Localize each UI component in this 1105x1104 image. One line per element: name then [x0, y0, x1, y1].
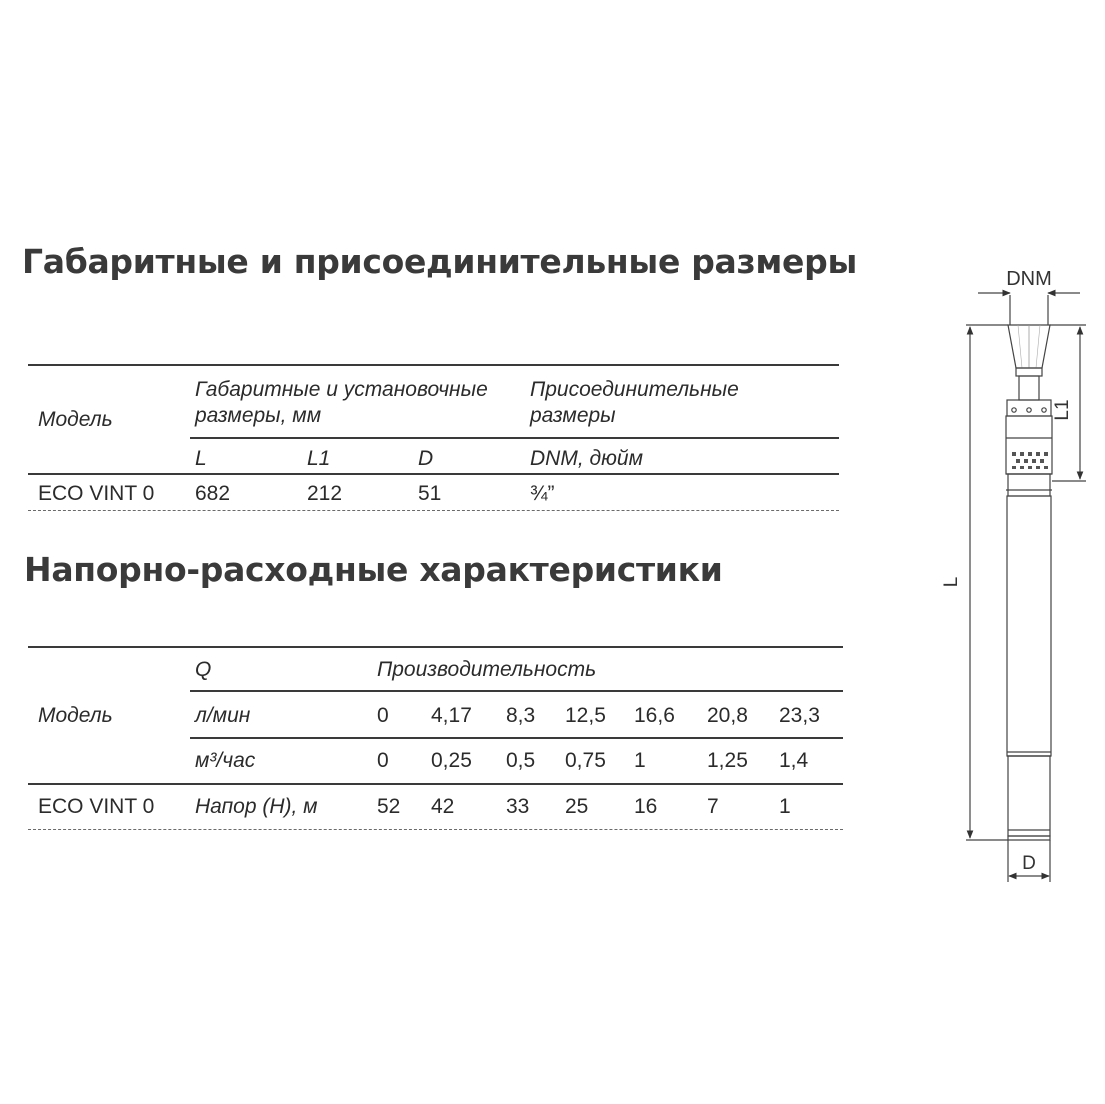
m3h-6: 1,4	[779, 749, 809, 772]
value-DNM: ¾”	[530, 482, 555, 505]
m3h-2: 0,5	[506, 749, 536, 772]
table-top-rule	[28, 364, 839, 366]
head-6: 1	[779, 795, 791, 818]
lmin-0: 0	[377, 704, 389, 727]
col-L: L	[195, 447, 207, 470]
value-D: 51	[418, 482, 442, 505]
perf-row-label: Напор (Н), м	[195, 795, 318, 818]
header-q: Q	[195, 658, 212, 681]
m3h-3: 0,75	[565, 749, 606, 772]
header-group2-line2: размеры	[530, 404, 616, 427]
lmin-2: 8,3	[506, 704, 536, 727]
header-group1-line1: Габаритные и установочные	[195, 378, 488, 401]
pump-drawing	[930, 255, 1090, 895]
m3h-0: 0	[377, 749, 389, 772]
head-0: 52	[377, 795, 401, 818]
perf-header-model: Модель	[38, 704, 113, 727]
row-model: ECO VINT 0	[38, 482, 155, 505]
perf-bottom-rule	[28, 829, 843, 830]
dimensions-title: Габаритные и присоединительные размеры	[22, 242, 857, 281]
header-group1-line2: размеры, мм	[195, 404, 322, 427]
units-m3h: м³/час	[195, 749, 256, 772]
perf-rule-1	[190, 690, 843, 692]
lmin-1: 4,17	[431, 704, 472, 727]
lmin-5: 20,8	[707, 704, 748, 727]
perf-rule-2	[190, 737, 843, 739]
head-1: 42	[431, 795, 455, 818]
head-2: 33	[506, 795, 530, 818]
label-l1: L1	[1052, 399, 1073, 421]
perf-row-model: ECO VINT 0	[38, 795, 155, 818]
lmin-6: 23,3	[779, 704, 820, 727]
perf-top-rule	[28, 646, 843, 648]
col-D: D	[418, 447, 434, 470]
label-dnm: DNM	[1006, 268, 1052, 290]
header-group2-line1: Присоединительные	[530, 378, 739, 401]
units-lmin: л/мин	[195, 704, 251, 727]
lmin-3: 12,5	[565, 704, 606, 727]
subheader-rule	[190, 437, 839, 439]
perf-rule-3	[28, 783, 843, 785]
head-4: 16	[634, 795, 658, 818]
col-L1: L1	[307, 447, 331, 470]
header-bottom-rule	[28, 473, 839, 475]
m3h-1: 0,25	[431, 749, 472, 772]
col-DNM: DNM, дюйм	[530, 447, 643, 470]
value-L: 682	[195, 482, 231, 505]
label-l: L	[941, 576, 962, 588]
m3h-5: 1,25	[707, 749, 748, 772]
m3h-4: 1	[634, 749, 646, 772]
header-capacity: Производительность	[377, 658, 597, 681]
value-L1: 212	[307, 482, 343, 505]
table-bottom-rule	[28, 510, 839, 511]
lmin-4: 16,6	[634, 704, 675, 727]
label-d: D	[1022, 853, 1036, 874]
head-5: 7	[707, 795, 719, 818]
head-3: 25	[565, 795, 589, 818]
performance-title: Напорно-расходные характеристики	[24, 550, 723, 589]
header-model: Модель	[38, 408, 113, 431]
